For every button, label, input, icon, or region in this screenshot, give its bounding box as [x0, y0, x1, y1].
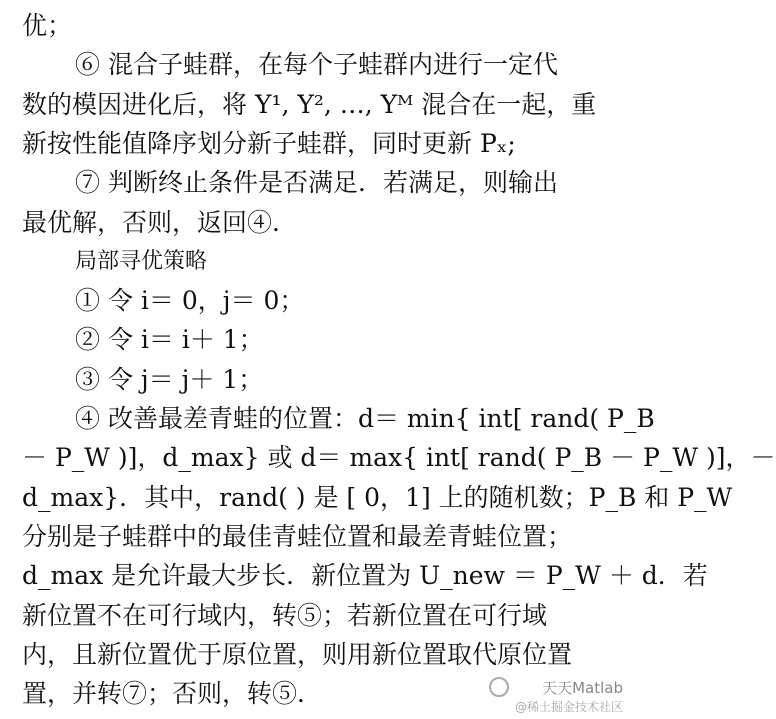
watermark: [515, 677, 623, 715]
wechat-icon: [489, 677, 509, 697]
text-line-6: 最优解，否则，返回④．: [22, 207, 298, 237]
text-line-10: ③ 令 j＝ j＋ 1；: [75, 364, 264, 394]
text-line-9: ② 令 i＝ i＋ 1；: [75, 325, 264, 355]
text-line-1: 优；: [22, 11, 73, 40]
section-heading: 局部寻优策略: [75, 248, 208, 274]
watermark-subtitle: @稀土掘金技术社区: [514, 700, 623, 714]
text-line-14: 分别是子蛙群中的最佳青蛙位置和最差青蛙位置；: [22, 521, 573, 551]
text-line-3: 数的模因进化后，将 Y¹, Y², …, Yᴹ 混合在一起，重: [22, 89, 597, 119]
text-line-13: d_max}．其中，rand( ) 是 [ 0，1] 上的随机数；P_B 和 P_W: [22, 482, 733, 512]
text-line-5: ⑦ 判断终止条件是否满足．若满足，则输出: [75, 168, 558, 198]
text-line-8: ① 令 i＝ 0，j＝ 0；: [75, 286, 305, 316]
text-line-12: － P_W )]，d_max} 或 d＝ max{ int[ rand( P_B － P_W )]，－: [22, 443, 776, 473]
text-line-16: 新位置不在可行域内，转⑤；若新位置在可行域: [22, 600, 548, 630]
text-line-18: 置，并转⑦；否则，转⑤．: [22, 679, 323, 709]
text-line-2: ⑥ 混合子蛙群，在每个子蛙群内进行一定代: [75, 50, 558, 80]
text-line-17: 内，且新位置优于原位置，则用新位置取代原位置: [22, 639, 573, 669]
text-line-15: d_max 是允许最大步长．新位置为 U_new ＝ P_W ＋ d．若: [22, 561, 708, 591]
watermark-title: 天天Matlab: [542, 679, 623, 697]
text-line-4: 新按性能值降序划分新子蛙群，同时更新 Pₓ;: [22, 128, 516, 158]
text-line-11: ④ 改善最差青蛙的位置：d＝ min{ int[ rand( P_B: [75, 404, 655, 433]
